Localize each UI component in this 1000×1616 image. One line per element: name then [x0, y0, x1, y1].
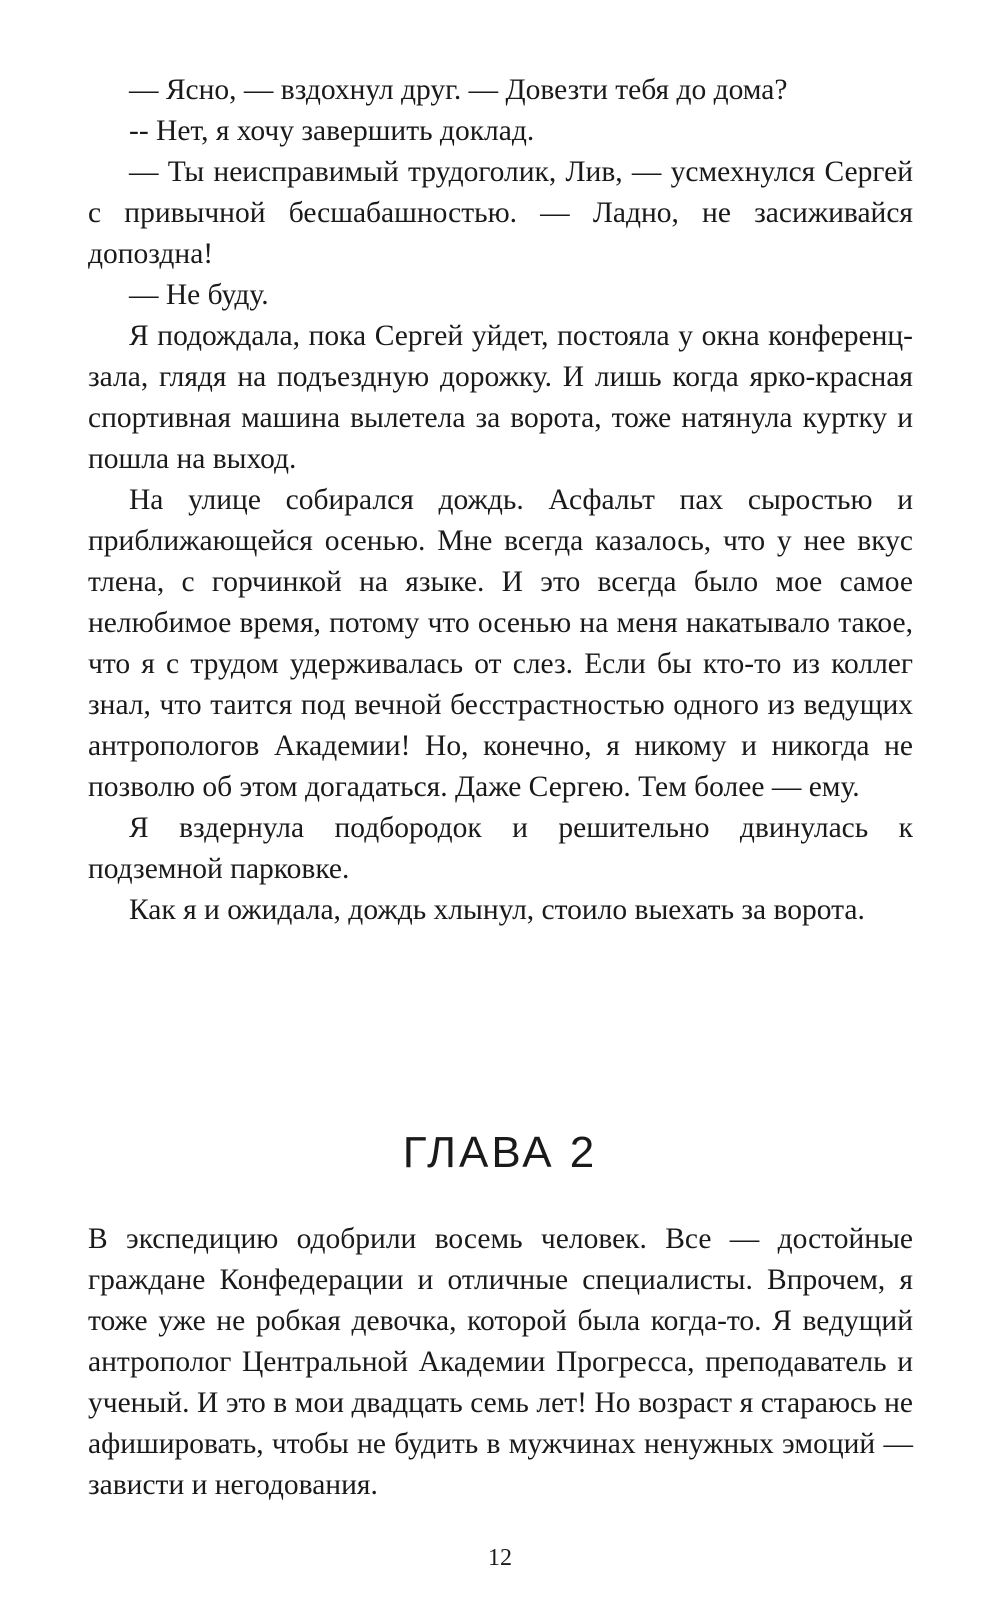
paragraph: Я вздернула подбородок и решительно двинулась к подземной парковке.	[88, 812, 913, 885]
paragraph: Как я и ожидала, дождь хлынул, стоило выехать за ворота.	[129, 894, 865, 926]
paragraph: В экспедицию одобрили восемь человек. Все — достойные граждане Конфедерации и отличные специалисты. Впрочем, я тоже уже не робкая девочка, которой была когда-то. Я ведущий антрополог Центральной Академии Прогресса, преподаватель и ученый. И это в мои двадцать семь лет! Но возраст я стараюсь не афишировать, чтобы не будить в мужчинах ненужных эмоций — зависти и негодования.	[88, 1223, 913, 1501]
paragraph: — Ты неисправимый трудоголик, Лив, — усмехнулся Сергей с привычной бесшабашностью. — Ладно, не засиживайся допоздна!	[88, 156, 913, 270]
paragraph: Я подождала, пока Сергей уйдет, постояла у окна конференц-зала, глядя на подъездную дорожку. И лишь когда ярко-красная спортивная машина вылетела за ворота, тоже натянула куртку и пошла на выход.	[88, 320, 913, 475]
page-number: 12	[488, 1545, 512, 1571]
paragraph: -- Нет, я хочу завершить доклад.	[129, 115, 535, 147]
chapter-1-ending	[88, 70, 913, 931]
paragraph: На улице собирался дождь. Асфальт пах сыростью и приближающейся осенью. Мне всегда казалось, что у нее вкус тлена, с горчинкой на языке. И это всегда было мое самое нелюбимое время, потому что осенью на меня накатывало такое, что я с трудом удерживалась от слез. Если бы кто-то из коллег знал, что таится под вечной бесстрастностью одного из ведущих антропологов Академии! Но, конечно, я никому и никогда не позволю об этом догадаться. Даже Сергею. Тем более — ему.	[88, 484, 913, 803]
chapter-title: ГЛАВА 2	[402, 1128, 598, 1177]
paragraph: — Ясно, — вздохнул друг. — Довезти тебя до дома?	[129, 74, 788, 106]
paragraph: — Не буду.	[129, 279, 269, 311]
chapter-2-opening	[88, 1219, 913, 1506]
